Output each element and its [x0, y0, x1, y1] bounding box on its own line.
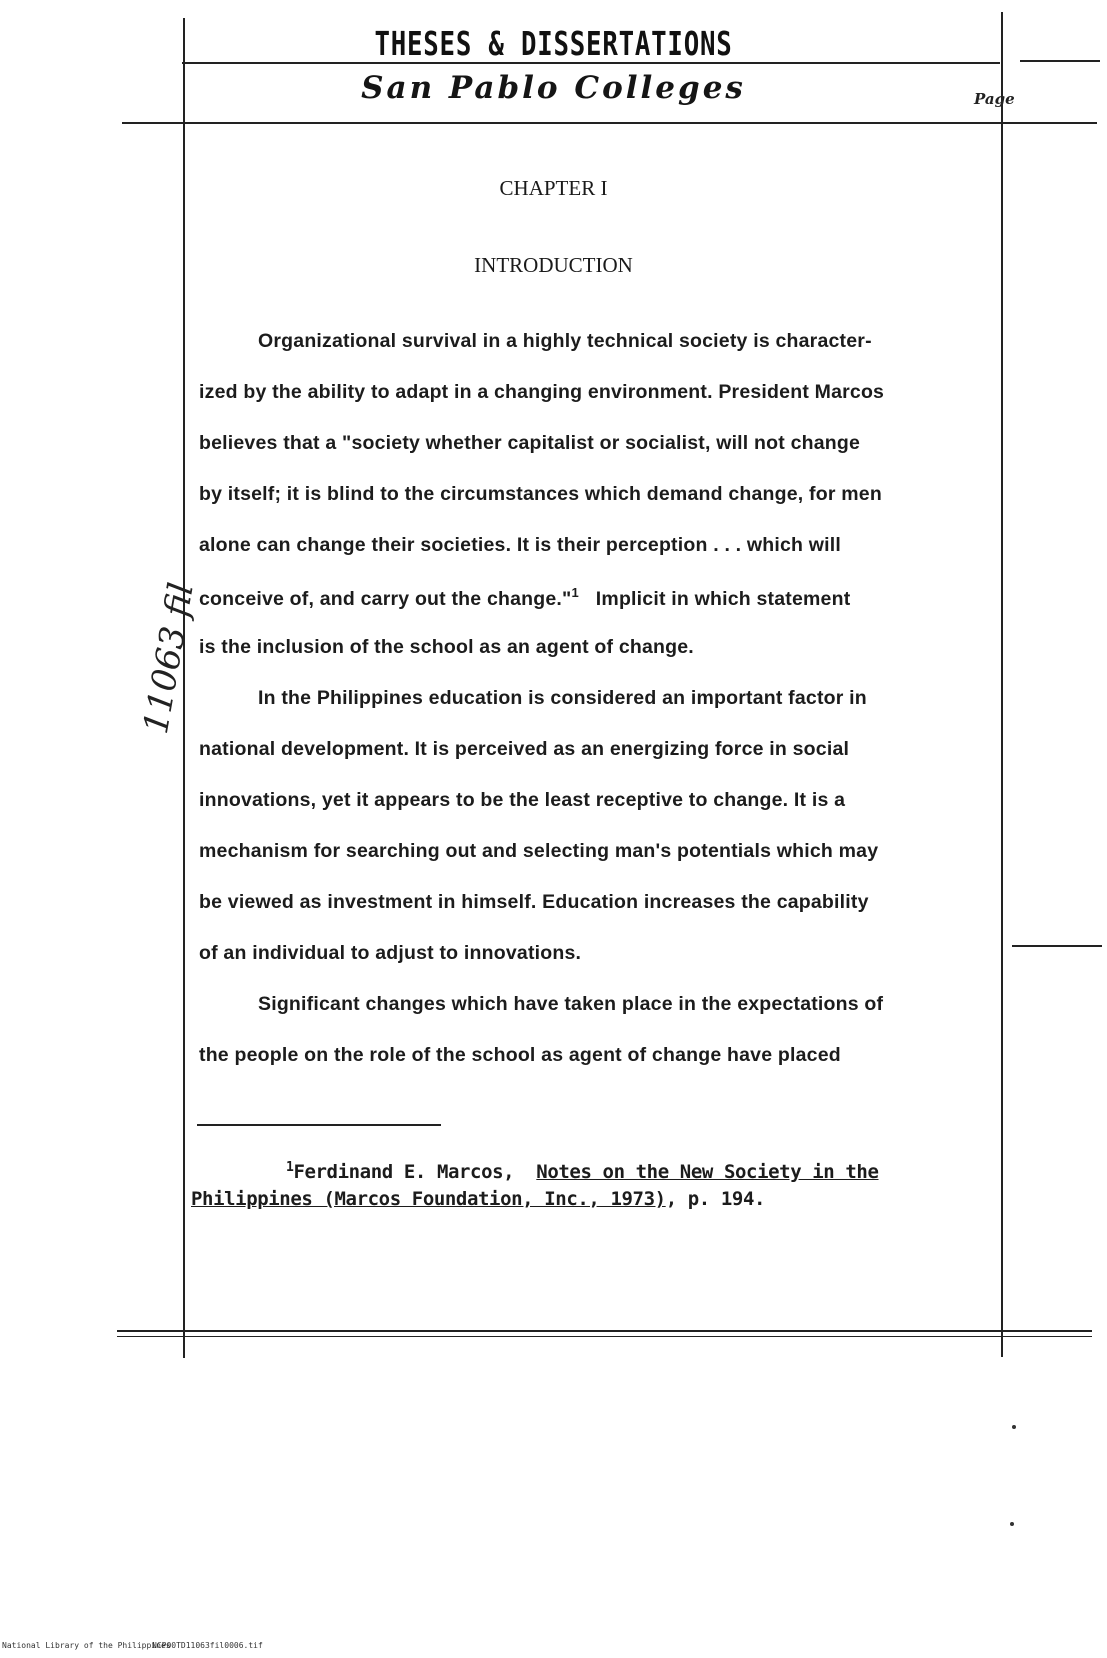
body-line-9: national development. It is perceived as an energizing force in social: [199, 738, 850, 760]
footnote-reference: 1: [571, 585, 579, 600]
footnote-page-ref: , p. 194.: [665, 1188, 766, 1210]
body-line-4: by itself; it is blind to the circumstances which demand change, for men: [199, 483, 882, 505]
body-line-15: the people on the role of the school as agent of change have placed: [199, 1044, 841, 1066]
chapter-number: CHAPTER I: [499, 176, 608, 200]
footnote-separator: [197, 1124, 441, 1126]
footnote-line-1: [286, 1160, 879, 1183]
header-page-label: Page: [974, 90, 1015, 108]
body-line-3: believes that a "society whether capitalist or socialist, will not change: [199, 432, 861, 454]
body-line-8: In the Philippines education is considered an important factor in: [258, 687, 867, 709]
bottom-rule: [117, 1330, 1092, 1332]
footer-file-code: NCP00TD11063fil0006.tif: [152, 1641, 263, 1650]
scan-speck: [1010, 1522, 1014, 1526]
body-line-6-text: conceive of, and carry out the change.": [199, 588, 572, 610]
header-rule-bottom: [122, 122, 1097, 124]
body-line-6: [199, 585, 1059, 611]
body-line-12: be viewed as investment in himself. Education increases the capability: [199, 891, 869, 913]
body-line-6-tail: Implicit in which statement: [595, 588, 851, 610]
footnote-title-2: Philippines (Marcos Foundation, Inc., 1973): [191, 1188, 666, 1210]
footnote-title-1: Notes on the New Society in the: [536, 1161, 879, 1183]
footer-library: National Library of the Philippines: [2, 1641, 171, 1650]
handwritten-accession-note: 11063 fil: [136, 579, 202, 737]
header-title: THESES & DISSERTATIONS: [374, 24, 733, 63]
body-line-10: innovations, yet it appears to be the least receptive to change. It is a: [199, 789, 846, 811]
body-line-14: Significant changes which have taken place in the expectations of: [258, 993, 884, 1015]
footnote-marker: 1: [286, 1160, 294, 1175]
right-edge-rule: [1020, 60, 1100, 62]
body-line-5: alone can change their societies. It is their perception . . . which will: [199, 534, 842, 556]
bottom-rule-2: [117, 1336, 1092, 1337]
body-line-1: Organizational survival in a highly technical society is character-: [258, 330, 872, 352]
body-line-2: ized by the ability to adapt in a changing environment. President Marcos: [199, 381, 885, 403]
chapter-title: INTRODUCTION: [474, 253, 633, 277]
body-line-11: mechanism for searching out and selecting man's potentials which may: [199, 840, 879, 862]
scan-speck: [1012, 1425, 1016, 1429]
footnote-author: Ferdinand E. Marcos,: [293, 1161, 515, 1183]
body-line-7: is the inclusion of the school as an agent of change.: [199, 636, 694, 658]
header-college: San Pablo Colleges: [361, 70, 746, 106]
right-margin-rule: [1001, 12, 1003, 1357]
body-line-13: of an individual to adjust to innovations.: [199, 942, 582, 964]
footnote-line-2: [191, 1188, 765, 1210]
